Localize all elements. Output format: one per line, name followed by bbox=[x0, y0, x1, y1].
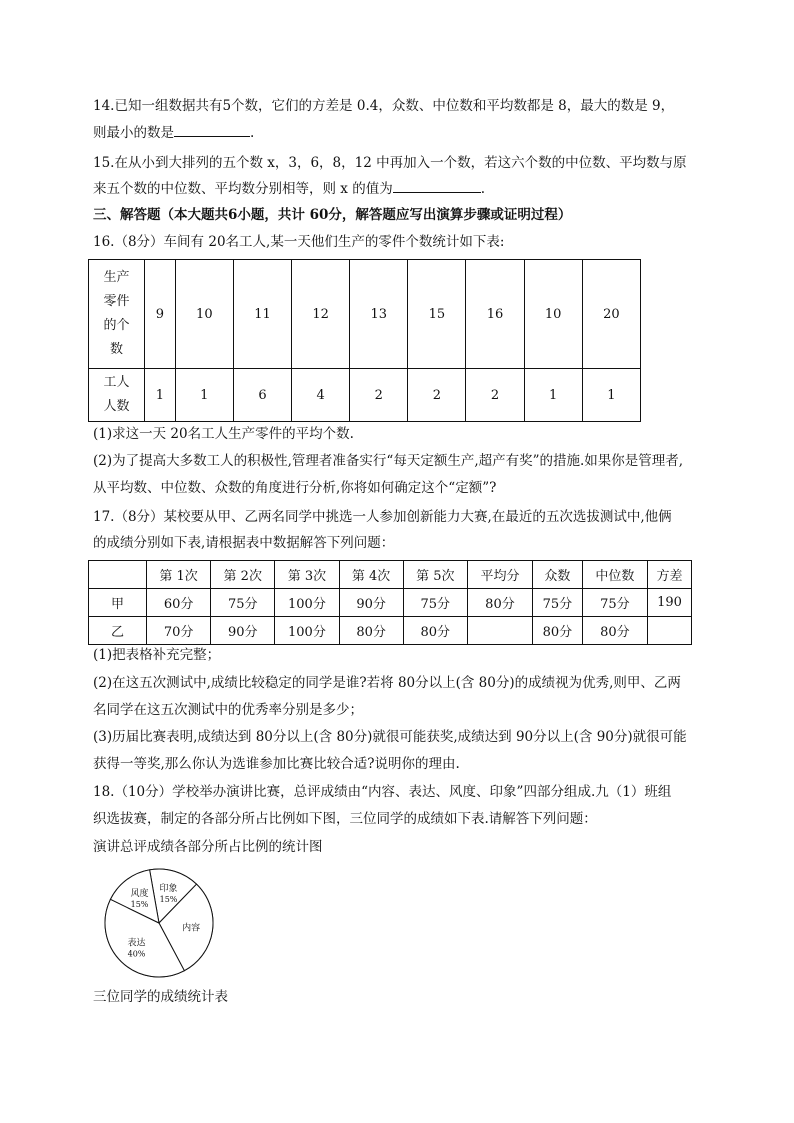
table-cell: 甲 bbox=[89, 589, 147, 617]
table-cell: 80分 bbox=[403, 617, 467, 645]
table-cell: 4 bbox=[292, 369, 350, 422]
table-cell: 6 bbox=[233, 369, 291, 422]
row-header-parts bbox=[89, 260, 145, 369]
table-cell: 90分 bbox=[339, 589, 403, 617]
table-cell: 11 bbox=[233, 260, 291, 369]
section-title: 三、解答题（本大题共6小题，共计 60分，解答题应写出演算步骤或证明过程） bbox=[93, 207, 572, 223]
header-line: 人数 bbox=[103, 399, 130, 414]
row-header-workers bbox=[89, 369, 145, 422]
pie-label: 表达 bbox=[127, 938, 146, 949]
table-cell: 80分 bbox=[582, 617, 647, 645]
q14-line1: 14.已知一组数据共有5个数，它们的方差是 0.4，众数、中位数和平均数都是 8，最大的数是 9， bbox=[93, 98, 675, 114]
q16-part1: (1)求这一天 20名工人生产零件的平均个数. bbox=[93, 426, 354, 442]
table-cell: 1 bbox=[524, 369, 582, 422]
table-cell: 75分 bbox=[533, 589, 583, 617]
table-cell-empty[interactable] bbox=[647, 617, 691, 645]
table-cell: 2 bbox=[350, 369, 408, 422]
table-header: 方差 bbox=[647, 561, 691, 589]
table-row bbox=[89, 369, 641, 422]
table-cell: 15 bbox=[408, 260, 466, 369]
q16-part2-line2: 从平均数、中位数、众数的角度进行分析,你将如何确定这个“定额”? bbox=[93, 480, 497, 496]
q18-intro-line2: 织选拔赛，制定的各部分所占比例如下图，三位同学的成绩如下表.请解答下列问题： bbox=[93, 811, 597, 827]
table-cell: 2 bbox=[408, 369, 466, 422]
q17-part3-line1: (3)历届比赛表明,成绩达到 80分以上(含 80分)就很可能获奖,成绩达到 90分以上(含 90分)就很可能 bbox=[93, 729, 687, 745]
table-cell: 80分 bbox=[467, 589, 532, 617]
q17-intro-line1: 17.（8分）某校要从甲、乙两名同学中挑选一人参加创新能力大赛,在最近的五次选拔测试中,他俩 bbox=[93, 509, 672, 525]
pie-label: 印象 bbox=[159, 884, 178, 894]
table-cell: 1 bbox=[175, 369, 233, 422]
table-cell: 80分 bbox=[339, 617, 403, 645]
pie-percent-label: 15% bbox=[130, 900, 149, 910]
pie-label: 风度 bbox=[130, 889, 149, 900]
q17-part2-line1: (2)在这五次测试中,成绩比较稳定的同学是谁?若将 80分以上(含 80分)的成绩视为优秀,则甲、乙两 bbox=[93, 675, 681, 691]
table-cell: 60分 bbox=[147, 589, 211, 617]
table-cell: 10 bbox=[175, 260, 233, 369]
table-cell: 乙 bbox=[89, 617, 147, 645]
header-line: 数 bbox=[109, 342, 123, 357]
q17-part2-line2: 名同学在这五次测试中的优秀率分别是多少； bbox=[93, 702, 363, 718]
table-cell: 12 bbox=[292, 260, 350, 369]
header-line: 工人 bbox=[103, 375, 130, 390]
table-row bbox=[89, 617, 692, 645]
q18-intro-line1: 18.（10分）学校举办演讲比赛，总评成绩由“内容、表达、风度、印象”四部分组成.九（1）班组 bbox=[93, 784, 672, 800]
table-header: 第 4次 bbox=[339, 561, 403, 589]
table-cell: 190 bbox=[647, 589, 691, 617]
q14-line2-end: . bbox=[250, 125, 255, 141]
table-header bbox=[89, 561, 147, 589]
table-cell: 20 bbox=[582, 260, 640, 369]
q18-chart-title: 演讲总评成绩各部分所占比例的统计图 bbox=[93, 839, 323, 855]
table-cell: 9 bbox=[145, 260, 176, 369]
table-cell: 100分 bbox=[275, 617, 339, 645]
table-row bbox=[89, 589, 692, 617]
q16-intro: 16.（8分）车间有 20名工人,某一天他们生产的零件个数统计如下表: bbox=[93, 234, 505, 250]
pie-percent-label: 40% bbox=[127, 949, 146, 959]
table-header: 第 5次 bbox=[403, 561, 467, 589]
table-header: 中位数 bbox=[582, 561, 647, 589]
q14-line2 bbox=[93, 122, 254, 143]
q16-table bbox=[88, 259, 641, 422]
table-cell: 13 bbox=[350, 260, 408, 369]
q17-part1: (1)把表格补充完整； bbox=[93, 647, 221, 663]
table-header: 众数 bbox=[533, 561, 583, 589]
table-header: 第 3次 bbox=[275, 561, 339, 589]
table-header-row bbox=[89, 561, 692, 589]
pie-percent-label: 15% bbox=[159, 895, 178, 904]
q14-line2-text: 则最小的数是 bbox=[93, 125, 174, 141]
table-header: 第 1次 bbox=[147, 561, 211, 589]
q15-line2 bbox=[93, 178, 485, 199]
pie-label: 内容 bbox=[182, 923, 201, 934]
header-line: 的个 bbox=[103, 318, 130, 333]
table-cell: 90分 bbox=[211, 617, 275, 645]
q17-intro-line2: 的成绩分别如下表,请根据表中数据解答下列问题： bbox=[93, 535, 395, 551]
table-cell: 16 bbox=[466, 260, 524, 369]
table-cell: 2 bbox=[466, 369, 524, 422]
q15-answer-blank[interactable] bbox=[393, 178, 481, 193]
table-row bbox=[89, 260, 641, 369]
table-cell-empty[interactable] bbox=[467, 617, 532, 645]
table-header: 第 2次 bbox=[211, 561, 275, 589]
q17-table bbox=[88, 560, 692, 645]
table-cell: 1 bbox=[145, 369, 176, 422]
pie-chart bbox=[100, 866, 220, 980]
header-line: 生产 bbox=[103, 270, 130, 285]
q17-part3-line2: 获得一等奖,那么你认为选谁参加比赛比较合适?说明你的理由. bbox=[93, 756, 460, 772]
table-cell: 10 bbox=[524, 260, 582, 369]
table-cell: 100分 bbox=[275, 589, 339, 617]
table-cell: 70分 bbox=[147, 617, 211, 645]
q16-part2-line1: (2)为了提高大多数工人的积极性,管理者准备实行“每天定额生产,超产有奖”的措施.如果你是管理者, bbox=[93, 453, 684, 469]
table-header: 平均分 bbox=[467, 561, 532, 589]
q15-line2-text: 来五个数的中位数、平均数分别相等，则 x 的值为 bbox=[93, 181, 393, 197]
table-cell: 75分 bbox=[211, 589, 275, 617]
q14-answer-blank[interactable] bbox=[174, 122, 250, 137]
table-cell: 80分 bbox=[533, 617, 583, 645]
table-cell: 1 bbox=[582, 369, 640, 422]
q15-line2-end: . bbox=[480, 181, 485, 197]
header-line: 零件 bbox=[103, 294, 130, 309]
table-cell: 75分 bbox=[403, 589, 467, 617]
q15-line1: 15.在从小到大排列的五个数 x，3，6，8，12 中再加入一个数，若这六个数的中位数、平均数与原 bbox=[93, 155, 687, 171]
q18-table-title: 三位同学的成绩统计表 bbox=[93, 989, 228, 1005]
table-cell: 75分 bbox=[582, 589, 647, 617]
